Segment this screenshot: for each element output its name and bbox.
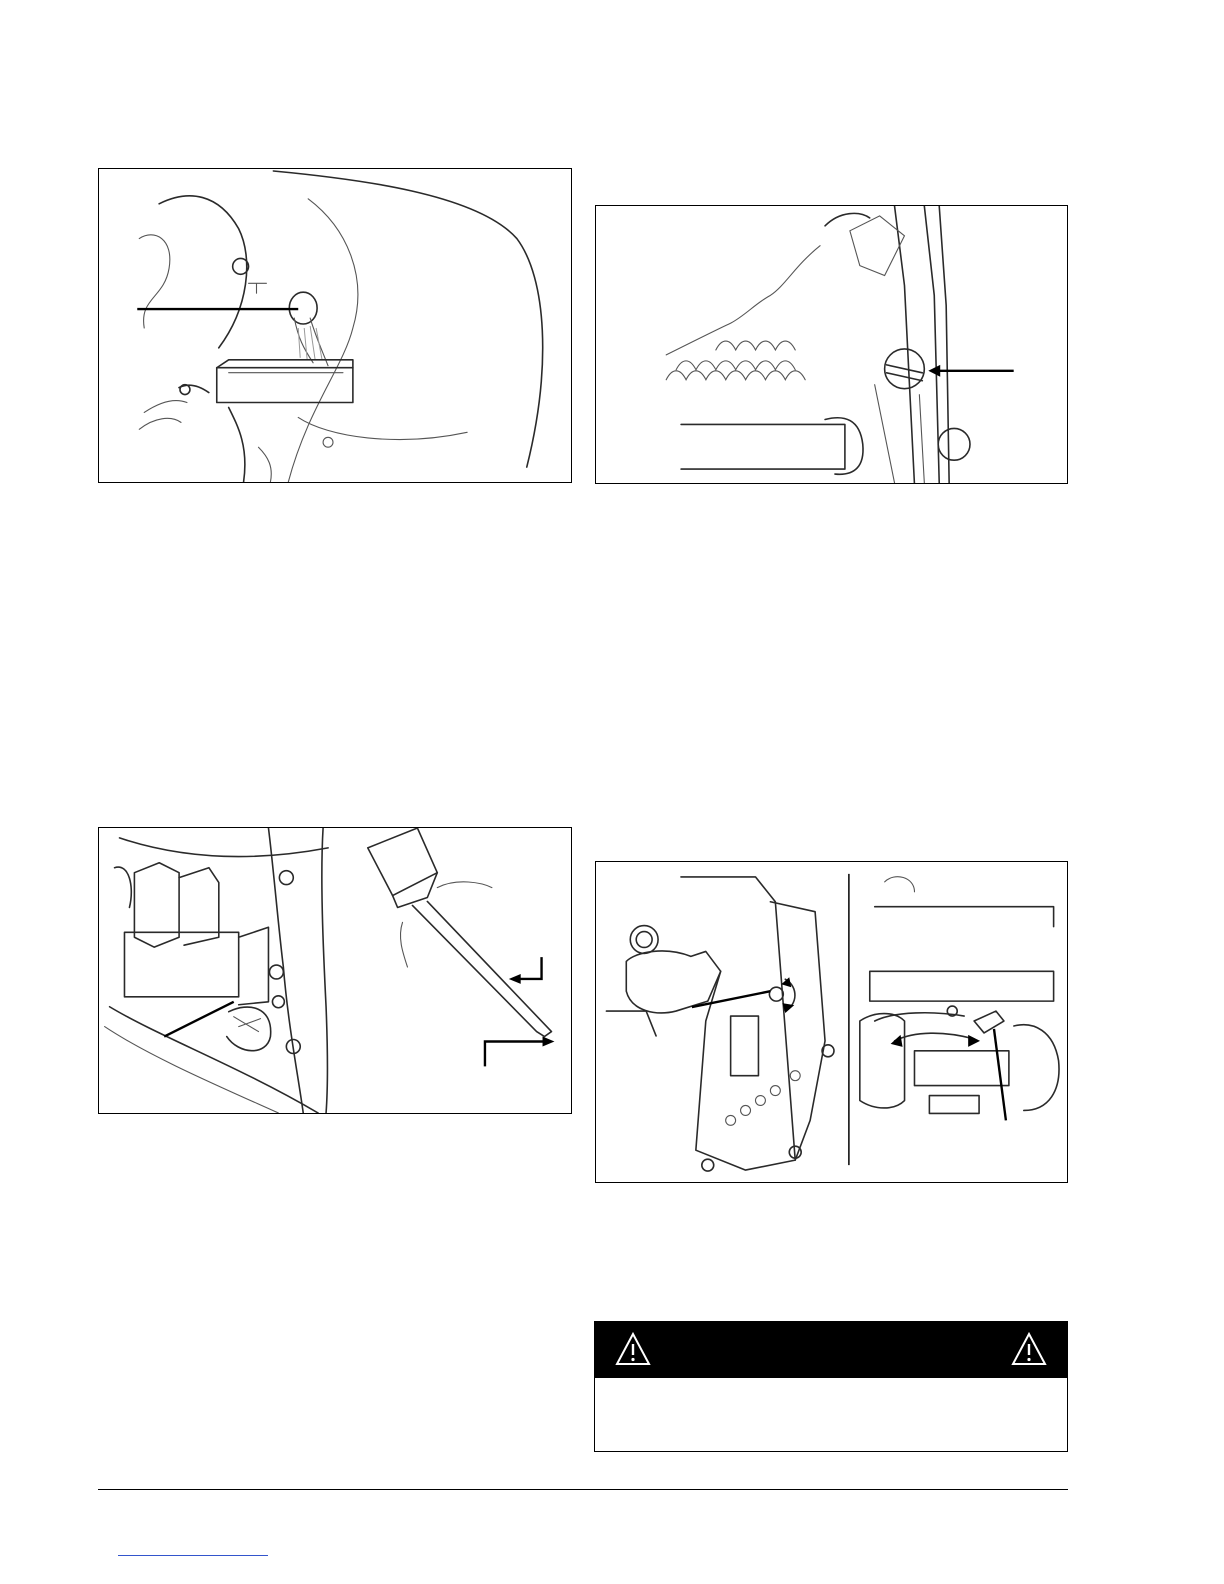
tilt-adjustment-illustration [596,862,1067,1182]
fuel-drain-figure [98,168,572,483]
footer-link[interactable] [118,1555,268,1556]
footer-rule [98,1489,1068,1490]
warning-box [594,1321,1068,1452]
oil-dipstick-figure [98,827,572,1114]
warning-triangle-icon [615,1332,651,1366]
tilt-adjustment-figure [595,861,1068,1183]
cover-screw-figure [595,205,1068,484]
warning-header [595,1322,1067,1378]
oil-dipstick-illustration [99,828,571,1113]
cover-screw-illustration [596,206,1067,483]
fuel-drain-illustration [99,169,571,482]
warning-triangle-icon [1011,1332,1047,1366]
